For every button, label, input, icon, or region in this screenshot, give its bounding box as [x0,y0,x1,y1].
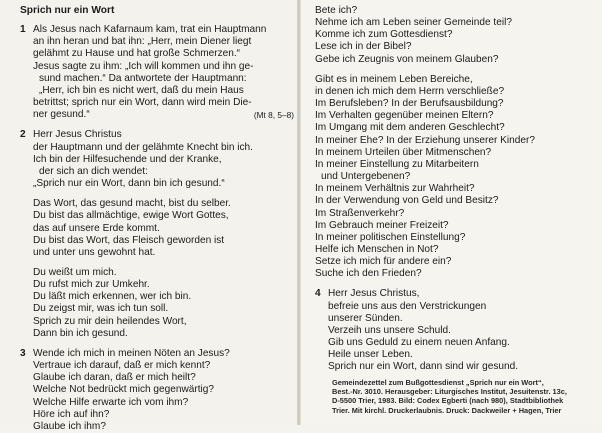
text-line-part: ner gesund.“ [33,109,90,121]
text-line: Im Umgang mit dem anderen Geschlecht? [315,122,505,134]
text-line: In meinem Urteilen über Mitmenschen? [315,146,492,158]
right-column [315,5,597,374]
text-line: und Untergebenen? [321,171,411,183]
text-line: „Herr, ich bin es nicht wert, daß du mein Haus [39,84,244,96]
text-line: Setze ich mich für andere ein? [315,256,452,268]
imprint-line: Trier. Mit kirchl. Druckerlaubnis. Druck: Dackweiler + Hagen, Trier [332,405,562,415]
section-1 [20,24,294,121]
section-number: 2 [20,129,26,141]
section-2 [20,129,294,340]
section-3 [20,348,294,433]
text-line: In meiner Einstellung zu Mitarbeitern [315,158,479,170]
section-number: 1 [20,24,26,36]
page-fold [297,0,301,425]
text-line: das auf unsere Erde kommt. [33,222,160,234]
text-line: Gibt es in meinem Leben Bereiche, [315,73,473,85]
text-line: in denen ich mich dem Herrn verschließe? [315,85,505,97]
text-line: Sprich nur ein Wort, dann sind wir gesund. [328,361,519,373]
text-line: In meiner Ehe? In der Erziehung unserer Kinder? [315,134,535,146]
text-line: In meiner politischen Einstellung? [315,231,466,243]
text-line: befreie uns aus den Verstrickungen [328,300,487,312]
text-line: Herr Jesus Christus, [328,288,420,300]
text-line: Höre ich auf ihn? [33,408,110,420]
text-line: Du bist das Wort, das Fleisch geworden ist [33,234,225,246]
text-line: Wende ich mich in meinen Nöten an Jesus? [33,347,230,359]
text-line: Das Wort, das gesund macht, bist du selber. [33,198,231,210]
text-line: betrittst; sprich nur ein Wort, dann wird mein Die- [33,97,252,109]
text-line: und unter uns gewohnt hat. [33,246,156,258]
text-line: Jesus sagte zu ihm: „Ich will kommen und ihn ge- [33,60,254,72]
text-line: Bete ich? [315,5,358,16]
text-line: an ihn heran und bat ihn: „Herr, mein Diener liegt [33,36,252,48]
imprint-line: Gemeindezettel zum Bußgottesdienst „Sprich nur ein Wort“, [332,378,544,387]
text-line: Helfe ich Menschen in Not? [315,243,439,255]
text-line: In der Verwendung von Geld und Besitz? [315,195,499,207]
text-line: Herr Jesus Christus [33,129,122,141]
text-line: „Sprich nur ein Wort, dann bin ich gesund.“ [33,178,225,190]
text-line: Im Berufsleben? In der Berufsausbildung? [315,98,504,110]
text-line: In meinem Verhältnis zur Wahrheit? [315,183,475,195]
text-line: Im Gebrauch meiner Freizeit? [315,219,449,231]
imprint-line: Best.-Nr. 3010. Herausgeber: Liturgisches Institut, Jesuitenstr. 13c, [332,387,567,397]
text-line: Als Jesus nach Kafarnaum kam, trat ein Hauptmann [33,24,267,36]
text-line: Im Verhalten gegenüber meinen Eltern? [315,110,494,122]
text-line: gelähmt zu Hause und hat große Schmerzen.“ [33,48,241,60]
left-column [20,5,294,433]
text-line: sund machen.“ Da antwortete der Hauptmann: [39,72,247,84]
text-line: Suche ich den Frieden? [315,268,422,280]
text-line: Dann bin ich gesund. [33,327,128,339]
text-line: Du bist das allmächtige, ewige Wort Gottes, [33,210,229,222]
section-number: 3 [20,347,26,359]
text-line: Welche Not bedrückt mich gegenwärtig? [33,384,215,396]
section-4 [315,288,597,373]
text-line: Welche Hilfe erwarte ich vom ihm? [33,396,189,408]
text-line: Glaube ich daran, daß er mich heilt? [33,372,196,384]
section-number: 4 [315,288,321,300]
text-line: Lese ich in der Bibel? [315,41,412,53]
text-line: Du läßt mich erkennen, wer ich bin. [33,291,192,303]
imprint-line: D-5500 Trier, 1983. Bild: Codex Egberti (nach 980), Stadtbibliothek [332,396,564,406]
text-line: Im Straßenverkehr? [315,207,405,219]
bible-reference: (Mt 8, 5–8) [253,110,294,121]
text-line: Du weißt um mich. [33,266,117,278]
text-line: Nehme ich am Leben seiner Gemeinde teil? [315,17,512,29]
text-line [33,109,294,121]
text-line: der sich an dich wendet: [39,165,148,177]
text-line: Gebe ich Zeugnis von meinem Glauben? [315,53,499,65]
text-line: Du rufst mich zur Umkehr. [33,279,150,291]
text-line: Glaube ich ihm? [33,420,106,432]
publisher-imprint [332,378,590,415]
text-line: Du zeigst mir, was ich tun soll. [33,303,169,315]
text-line: Vertraue ich darauf, daß er mich kennt? [33,360,211,372]
text-line: unserer Sünden. [328,312,403,324]
leaflet-title: Sprich nur ein Wort [20,5,115,16]
text-line: Sprich zu mir dein heilendes Wort, [33,315,187,327]
text-line: der Hauptmann und der gelähmte Knecht bin ich. [33,141,253,153]
text-line: Ich bin der Hilfesuchende und der Kranke, [33,153,222,165]
text-line: Gib uns Geduld zu einem neuen Anfang. [328,337,510,349]
text-line: Komme ich zum Gottesdienst? [315,29,453,41]
text-line: Heile unser Leben. [328,349,413,361]
text-line: Verzeih uns unsere Schuld. [328,324,451,336]
